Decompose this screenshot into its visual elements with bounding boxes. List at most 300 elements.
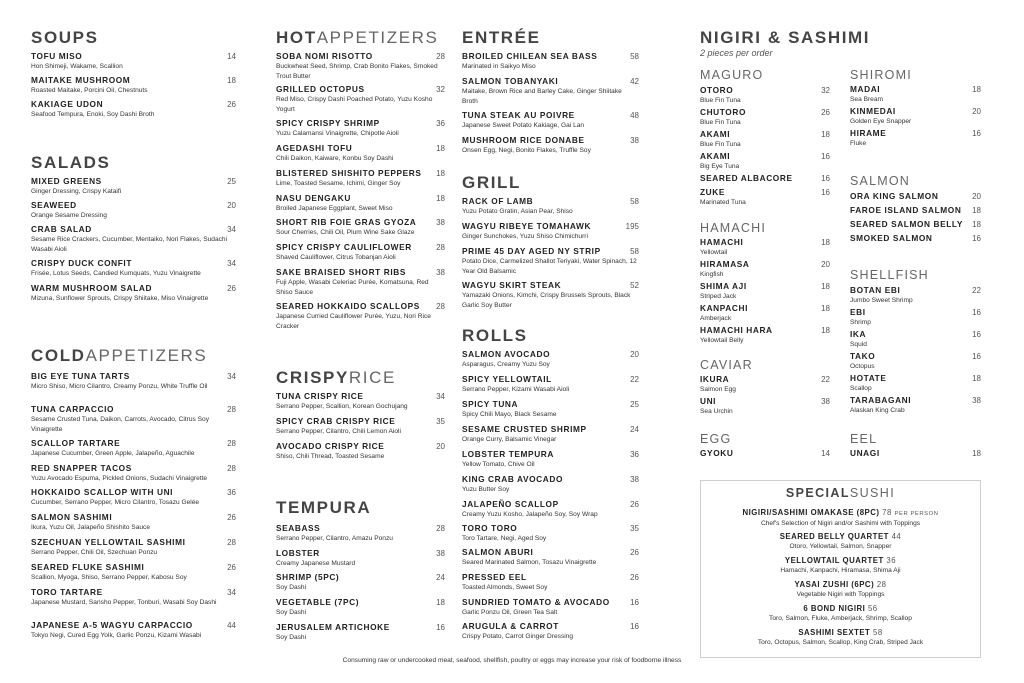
menu-item-name: ORA KING SALMON — [850, 191, 939, 201]
menu-item-price: 18 — [227, 76, 236, 85]
menu-item-price: 28 — [436, 302, 445, 311]
menu-item-price: 18 — [436, 598, 445, 607]
special-item-title — [701, 604, 980, 614]
menu-item-description: Yellow Tomato, Chive Oil — [462, 461, 535, 468]
menu-item-price: 38 — [630, 136, 639, 145]
menu-item-name: FAROE ISLAND SALMON — [850, 205, 962, 215]
menu-item-name: SOBA NOMI RISOTTO — [276, 51, 373, 61]
menu-item-description: Squid — [850, 341, 867, 348]
menu-item-name: CHUTORO — [700, 107, 746, 117]
menu-item-description: Serrano Pepper, Kizami Wasabi Aioli — [462, 386, 570, 393]
menu-item — [700, 85, 830, 106]
menu-item-description: Striped Jack — [700, 293, 737, 300]
menu-item-name: BROILED CHILEAN SEA BASS — [462, 51, 598, 61]
special-sushi-title: SPECIALSUSHI — [785, 486, 896, 500]
menu-item-name: CRISPY DUCK CONFIT — [31, 258, 132, 268]
menu-item-description: Creamy Japanese Mustard — [276, 560, 356, 567]
menu-item-price: 38 — [436, 268, 445, 277]
menu-item — [462, 621, 639, 642]
menu-item-description: Mizuna, Sunflower Sprouts, Crispy Shiitake, Miso Vinaigrette — [31, 295, 209, 302]
menu-item-price: 38 — [436, 218, 445, 227]
menu-item-price: 18 — [821, 326, 830, 335]
menu-item-price: 36 — [227, 488, 236, 497]
menu-item-name: SMOKED SALMON — [850, 233, 933, 243]
menu-item — [31, 562, 236, 583]
menu-item — [850, 395, 981, 416]
menu-item-description: Lime, Toasted Sesame, Ichimi, Ginger Soy — [276, 180, 401, 187]
menu-item-name: TORO TORO — [462, 523, 518, 533]
menu-item — [462, 597, 639, 618]
menu-item-name: SPICY CRAB CRISPY RICE — [276, 416, 396, 426]
menu-item-price: 48 — [630, 111, 639, 120]
menu-item — [850, 373, 981, 394]
menu-item-price: 58 — [630, 52, 639, 61]
menu-item — [276, 523, 445, 544]
menu-item — [462, 547, 639, 568]
menu-item-price: 24 — [436, 573, 445, 582]
menu-item-description: Serrano Pepper, Cilantro, Amazu Ponzu — [276, 535, 393, 542]
menu-item — [700, 173, 830, 184]
menu-item-name: MAITAKE MUSHROOM — [31, 75, 131, 85]
menu-item — [31, 258, 236, 279]
menu-item-description: Ginger Dressing, Crispy Kataifi — [31, 188, 122, 195]
menu-item-price: 14 — [227, 52, 236, 61]
menu-item — [276, 391, 445, 412]
menu-item — [31, 200, 236, 221]
menu-item-price: 25 — [630, 400, 639, 409]
menu-item-price: 38 — [630, 475, 639, 484]
menu-item-price: 58 — [630, 247, 639, 256]
menu-item-name: KING CRAB AVOCADO — [462, 474, 564, 484]
menu-item-name: WAGYU SKIRT STEAK — [462, 280, 562, 290]
subsection-shellfish — [850, 268, 981, 414]
subsection-shiromi — [850, 68, 981, 147]
menu-item — [850, 191, 981, 202]
menu-item-name: HAMACHI — [700, 237, 744, 247]
menu-item-description: Micro Shiso, Micro Cilantro, Creamy Ponzu, White Truffle Oil — [31, 383, 208, 390]
menu-item-description: Yellowtail Belly — [700, 337, 744, 344]
menu-item — [276, 242, 445, 263]
menu-item-description: Frisée, Lotus Seeds, Candied Kumquats, Yuzu Vinaigrette — [31, 270, 201, 277]
menu-item-name: BLISTERED SHISHITO PEPPERS — [276, 168, 422, 178]
menu-item — [462, 399, 639, 420]
menu-item-name: AKAMI — [700, 151, 731, 161]
special-item-description: Otoro, Yellowtail, Salmon, Snapper — [789, 543, 892, 550]
menu-item-description: Scallion, Myoga, Shiso, Serrano Pepper, Kabosu Soy — [31, 574, 187, 581]
menu-item-price: 26 — [630, 548, 639, 557]
menu-item-description: Blue Fin Tuna — [700, 141, 741, 148]
menu-item — [31, 537, 236, 558]
menu-item-description: Yuzu Potato Gratin, Asian Pear, Shiso — [462, 208, 573, 215]
menu-item — [276, 548, 445, 569]
section-title-entree: ENTRÉE — [462, 28, 541, 47]
special-item-description: Hamachi, Kanpachi, Hiramasa, Shima Aji — [780, 567, 901, 574]
special-item-name: NIGIRI/SASHIMI OMAKASE (8PC) — [742, 508, 880, 517]
section-title-tempura: TEMPURA — [276, 498, 372, 517]
subsection-egg — [700, 432, 830, 458]
menu-item-name: LOBSTER — [276, 548, 320, 558]
menu-item-name: SALMON ABURI — [462, 547, 534, 557]
menu-item-description: Alaskan King Crab — [850, 407, 905, 414]
menu-item — [850, 448, 981, 459]
menu-item-description: Amberjack — [700, 315, 732, 322]
menu-item-price: 34 — [436, 392, 445, 401]
menu-item-name: SZECHUAN YELLOWTAIL SASHIMI — [31, 537, 186, 547]
section-title-crispy-rice: CRISPYRICE — [276, 368, 396, 387]
menu-item-description: Shiso, Chili Thread, Toasted Sesame — [276, 453, 385, 460]
menu-item-name: SEARED SALMON BELLY — [850, 219, 963, 229]
special-item-per-person: PER PERSON — [894, 511, 939, 517]
nigiri-tagline: 2 pieces per order — [700, 48, 773, 58]
menu-item-price: 16 — [972, 129, 981, 138]
menu-item-price: 58 — [630, 197, 639, 206]
menu-item-price: 18 — [436, 194, 445, 203]
menu-item — [31, 283, 236, 304]
menu-item-price: 28 — [227, 538, 236, 547]
subsection-title-eel: EEL — [850, 432, 878, 446]
menu-item-description: Potato Dice, Carmelized Shallot Teriyaki, Water Spinach, 12 Year Old Balsamic — [462, 258, 637, 275]
menu-item-name: UNI — [700, 396, 717, 406]
menu-item-name: SALMON TOBANYAKI — [462, 76, 559, 86]
menu-item-name: ZUKE — [700, 187, 725, 197]
section-title-hot-appetizers: HOTAPPETIZERS — [276, 28, 439, 47]
menu-item-price: 38 — [436, 549, 445, 558]
menu-item-price: 20 — [436, 442, 445, 451]
menu-item-name: SEABASS — [276, 523, 321, 533]
subsection-salmon — [850, 174, 981, 243]
menu-item-price: 18 — [972, 220, 981, 229]
section-title-nigiri-sashimi: NIGIRI & SASHIMI — [700, 28, 871, 47]
menu-item-price: 52 — [630, 281, 639, 290]
menu-item — [850, 307, 981, 328]
menu-item-description: Blue Fin Tuna — [700, 119, 741, 126]
menu-item-price: 20 — [972, 107, 981, 116]
menu-item-price: 14 — [821, 449, 830, 458]
menu-item-description: Chili Daikon, Kaiware, Konbu Soy Dashi — [276, 155, 394, 162]
menu-item-name: JALAPEÑO SCALLOP — [462, 499, 559, 509]
menu-item-name: LOBSTER TEMPURA — [462, 449, 554, 459]
menu-item-name: SALMON AVOCADO — [462, 349, 551, 359]
menu-item-name: ARUGULA & CARROT — [462, 621, 559, 631]
menu-item-name: SAKE BRAISED SHORT RIBS — [276, 267, 406, 277]
menu-item-name: SPICY YELLOWTAIL — [462, 374, 552, 384]
menu-item-price: 26 — [630, 500, 639, 509]
menu-item — [700, 129, 830, 150]
menu-item — [462, 51, 639, 72]
menu-item-name: BOTAN EBI — [850, 285, 901, 295]
menu-item-description: Spicy Chili Mayo, Black Sesame — [462, 411, 557, 418]
menu-item — [462, 110, 639, 131]
menu-item — [31, 99, 236, 120]
menu-item-name: SESAME CRUSTED SHRIMP — [462, 424, 587, 434]
menu-item — [31, 51, 236, 72]
menu-item-description: Japanese Curried Cauliflower Purée, Yuzu, Nori Rice Cracker — [276, 313, 431, 330]
menu-item-name: SEARED HOKKAIDO SCALLOPS — [276, 301, 420, 311]
menu-item — [31, 487, 236, 508]
menu-item — [700, 303, 830, 324]
menu-item-price: 34 — [227, 588, 236, 597]
footer-disclaimer: Consuming raw or undercooked meat, seafood, shellfish, poultry or eggs may increase your risk of foodborne illness — [342, 657, 682, 664]
menu-item-description: Scallop — [850, 385, 872, 392]
menu-item-description: Golden Eye Snapper — [850, 118, 912, 125]
menu-item — [700, 281, 830, 302]
menu-item-price: 42 — [630, 77, 639, 86]
menu-item-name: AKAMI — [700, 129, 731, 139]
menu-item-description: Sea Urchin — [700, 408, 733, 415]
special-item-price: 28 — [876, 580, 887, 589]
menu-item-price: 28 — [227, 439, 236, 448]
menu-item-description: Salmon Egg — [700, 386, 736, 393]
menu-item — [31, 438, 236, 459]
menu-item-description: Sesame Crusted Tuna, Daikon, Carrots, Avocado, Citrus Soy Vinaigrette — [31, 416, 209, 433]
subsection-caviar — [700, 358, 830, 415]
menu-item — [850, 233, 981, 244]
menu-item-name: SPICY TUNA — [462, 399, 519, 409]
menu-item — [850, 205, 981, 216]
menu-item-name: SEARED ALBACORE — [700, 173, 793, 183]
menu-item-price: 195 — [625, 222, 639, 231]
special-item-title — [701, 580, 980, 590]
menu-item-price: 16 — [436, 623, 445, 632]
menu-item-price: 28 — [436, 243, 445, 252]
menu-item-name: BIG EYE TUNA TARTS — [31, 371, 130, 381]
menu-item-price: 26 — [227, 284, 236, 293]
menu-item — [276, 193, 445, 214]
menu-item-description: Serrano Pepper, Scallion, Korean Gochujang — [276, 403, 408, 410]
menu-item — [850, 351, 981, 372]
menu-item-name: MADAI — [850, 84, 881, 94]
menu-item — [462, 449, 639, 470]
menu-item — [31, 224, 236, 254]
menu-item-description: Sour Cherries, Chili Oil, Plum Wine Sake Glaze — [276, 229, 415, 236]
menu-item-name: KANPACHI — [700, 303, 748, 313]
menu-item-name: GYOKU — [700, 448, 734, 458]
menu-item — [462, 135, 639, 156]
menu-item-description: Japanese Cucumber, Green Apple, Jalapeño, Aguachile — [31, 450, 195, 457]
menu-item — [462, 196, 639, 217]
menu-item-name: SHIMA AJI — [700, 281, 747, 291]
menu-item-description: Orange Curry, Balsamic Vinegar — [462, 436, 557, 443]
menu-item-description: Soy Dashi — [276, 609, 307, 616]
menu-item-description: Sesame Rice Crackers, Cucumber, Mentaiko, Nori Flakes, Sudachi Wasabi Aioli — [31, 236, 228, 253]
menu-item-description: Shaved Cauliflower, Citrus Tobanjan Aioli — [276, 254, 396, 261]
menu-item — [700, 237, 830, 258]
menu-item — [700, 259, 830, 280]
menu-item-description: Yuzu Butter Soy — [462, 486, 510, 493]
menu-item-name: NASU DENGAKU — [276, 193, 351, 203]
subsection-title-shellfish: SHELLFISH — [850, 268, 929, 282]
menu-item — [462, 349, 639, 370]
menu-item — [276, 84, 445, 114]
menu-item-price: 18 — [436, 144, 445, 153]
subsection-eel — [850, 432, 981, 458]
special-item — [701, 628, 980, 647]
menu-item-name: TARABAGANI — [850, 395, 912, 405]
menu-item — [31, 512, 236, 533]
menu-item-price: 18 — [972, 449, 981, 458]
subsection-title-egg: EGG — [700, 432, 732, 446]
menu-item — [462, 474, 639, 495]
special-item-name: SASHIMI SEXTET — [798, 628, 871, 637]
menu-item-price: 18 — [821, 130, 830, 139]
menu-item-description: Yamazaki Onions, Kimchi, Crispy Brussels Sprouts, Black Garlic Soy Butter — [462, 292, 631, 309]
menu-item-description: Tokyo Negi, Cured Egg Yolk, Garlic Ponzu, Kizami Wasabi — [31, 632, 202, 639]
special-item-description: Toro, Salmon, Fluke, Amberjack, Shrimp, Scallop — [769, 615, 912, 622]
menu-item — [462, 76, 639, 106]
menu-item — [462, 280, 639, 310]
menu-item — [462, 221, 639, 242]
menu-item-price: 28 — [227, 405, 236, 414]
menu-item-name: SALMON SASHIMI — [31, 512, 113, 522]
menu-item-name: AVOCADO CRISPY RICE — [276, 441, 385, 451]
menu-item-price: 20 — [972, 192, 981, 201]
menu-item-description: Yuzu Avocado Espuma, Pickled Onions, Sudachi Vinaigrette — [31, 475, 208, 482]
menu-item — [700, 396, 830, 417]
menu-item-price: 28 — [436, 524, 445, 533]
menu-item-price: 28 — [227, 464, 236, 473]
special-item — [701, 556, 980, 575]
menu-item — [700, 151, 830, 172]
menu-item-description: Marinated in Saikyo Miso — [462, 63, 536, 70]
menu-item-price: 18 — [436, 169, 445, 178]
menu-item-price: 20 — [821, 260, 830, 269]
menu-item-name: EBI — [850, 307, 866, 317]
menu-item — [276, 441, 445, 462]
special-item-name: YELLOWTAIL QUARTET — [784, 556, 884, 565]
subsection-title-salmon: SALMON — [850, 174, 910, 188]
menu-item-name: SEARED FLUKE SASHIMI — [31, 562, 145, 572]
special-sushi-box — [700, 480, 981, 658]
menu-item-price: 26 — [630, 573, 639, 582]
menu-item — [276, 217, 445, 238]
menu-item-name: SHORT RIB FOIE GRAS GYOZA — [276, 217, 417, 227]
menu-item-name: IKA — [850, 329, 867, 339]
menu-item-name: TAKO — [850, 351, 876, 361]
menu-item-name: SPICY CRISPY SHRIMP — [276, 118, 380, 128]
menu-item — [850, 285, 981, 306]
menu-item-description: Marinated Tuna — [700, 199, 746, 206]
menu-item-description: Blue Fin Tuna — [700, 97, 741, 104]
subsection-title-maguro: MAGURO — [700, 68, 764, 82]
menu-item-description: Japanese Sweet Potato Kakiage, Gai Lan — [462, 122, 585, 129]
menu-item-name: OTORO — [700, 85, 734, 95]
menu-item-name: HOKKAIDO SCALLOP WITH UNI — [31, 487, 174, 497]
menu-item-price: 16 — [972, 330, 981, 339]
menu-item-name: CRAB SALAD — [31, 224, 92, 234]
menu-item-name: WARM MUSHROOM SALAD — [31, 283, 153, 293]
menu-item-price: 36 — [436, 119, 445, 128]
menu-item-price: 36 — [630, 450, 639, 459]
menu-item-name: SCALLOP TARTARE — [31, 438, 121, 448]
special-item-price: 58 — [872, 628, 883, 637]
subsection-title-shiromi: SHIROMI — [850, 68, 912, 82]
menu-item-description: Fluke — [850, 140, 867, 147]
menu-item — [850, 128, 981, 149]
menu-item — [276, 572, 445, 593]
menu-item — [462, 572, 639, 593]
menu-item-description: Soy Dashi — [276, 634, 307, 641]
special-item-description: Vegetable Nigiri with Toppings — [796, 591, 885, 598]
menu-item-description: Ikura, Yuzu Oil, Jalapeño Shishito Sauce — [31, 524, 151, 531]
menu-item — [276, 597, 445, 618]
menu-item — [276, 143, 445, 164]
menu-item-name: TUNA STEAK AU POIVRE — [462, 110, 575, 120]
menu-item — [462, 499, 639, 520]
menu-item-price: 38 — [972, 396, 981, 405]
menu-item-price: 16 — [630, 598, 639, 607]
menu-item — [276, 301, 445, 331]
menu-item — [462, 246, 639, 276]
menu-item — [700, 374, 830, 395]
menu-item — [850, 84, 981, 105]
menu-item-name: VEGETABLE (7PC) — [276, 597, 360, 607]
menu-item-name: JERUSALEM ARTICHOKE — [276, 622, 390, 632]
menu-item-description: Orange Sesame Dressing — [31, 212, 107, 219]
menu-item-description: Shrimp — [850, 319, 871, 326]
special-item — [701, 508, 980, 528]
menu-item-name: HOTATE — [850, 373, 887, 383]
subsection-title-hamachi: HAMACHI — [700, 221, 767, 235]
special-item-price: 44 — [891, 532, 902, 541]
menu-item-description: Garlic Ponzu Oil, Green Tea Salt — [462, 609, 558, 616]
menu-item-price: 18 — [821, 238, 830, 247]
menu-item-description: Roasted Maitake, Porcini Oil, Chestnuts — [31, 87, 148, 94]
menu-item-price: 16 — [821, 152, 830, 161]
menu-item-price: 22 — [630, 375, 639, 384]
menu-item-description: Asparagus, Creamy Yuzu Soy — [462, 361, 550, 368]
menu-item-price: 18 — [821, 304, 830, 313]
menu-item-name: SUNDRIED TOMATO & AVOCADO — [462, 597, 610, 607]
special-item — [701, 580, 980, 599]
menu-item-description: Octopus — [850, 363, 875, 370]
menu-item-description: Jumbo Sweet Shrimp — [850, 297, 913, 304]
menu-item-price: 32 — [436, 85, 445, 94]
menu-item — [31, 176, 236, 197]
menu-item — [31, 371, 236, 392]
menu-item — [850, 219, 981, 230]
menu-item-price: 18 — [972, 206, 981, 215]
menu-item-price: 16 — [630, 622, 639, 631]
menu-item-description: Sea Bream — [850, 96, 883, 103]
menu-item-description: Serrano Pepper, Cilantro, Chili Lemon Aioli — [276, 428, 401, 435]
special-item-title — [701, 628, 980, 638]
section-title-rolls: ROLLS — [462, 326, 528, 345]
menu-item-name: KINMEDAI — [850, 106, 896, 116]
special-item-title — [701, 556, 980, 566]
menu-item — [462, 424, 639, 445]
menu-item — [276, 168, 445, 189]
menu-item-price: 26 — [227, 563, 236, 572]
menu-item-name: SEAWEED — [31, 200, 77, 210]
menu-item-price: 44 — [227, 621, 236, 630]
section-title-cold-appetizers: COLDAPPETIZERS — [31, 346, 208, 365]
menu-item-name: SPICY CRISPY CAULIFLOWER — [276, 242, 412, 252]
menu-item-description: Red Miso, Crispy Dashi Poached Potato, Yuzu Kosho Yogurt — [276, 96, 433, 113]
menu-item-price: 25 — [227, 177, 236, 186]
menu-item-description: Seared Marinated Salmon, Tosazu Vinaigrette — [462, 559, 597, 566]
section-title-grill: GRILL — [462, 173, 521, 192]
menu-item — [276, 51, 445, 81]
menu-item-name: TORO TARTARE — [31, 587, 103, 597]
menu-item — [276, 622, 445, 643]
menu-item-price: 16 — [972, 352, 981, 361]
menu-item-name: RACK OF LAMB — [462, 196, 534, 206]
section-title-salads: SALADS — [31, 153, 111, 172]
menu-item-price: 34 — [227, 259, 236, 268]
section-title-soups: SOUPS — [31, 28, 99, 47]
menu-item — [31, 75, 236, 96]
menu-item-name: MUSHROOM RICE DONABE — [462, 135, 585, 145]
